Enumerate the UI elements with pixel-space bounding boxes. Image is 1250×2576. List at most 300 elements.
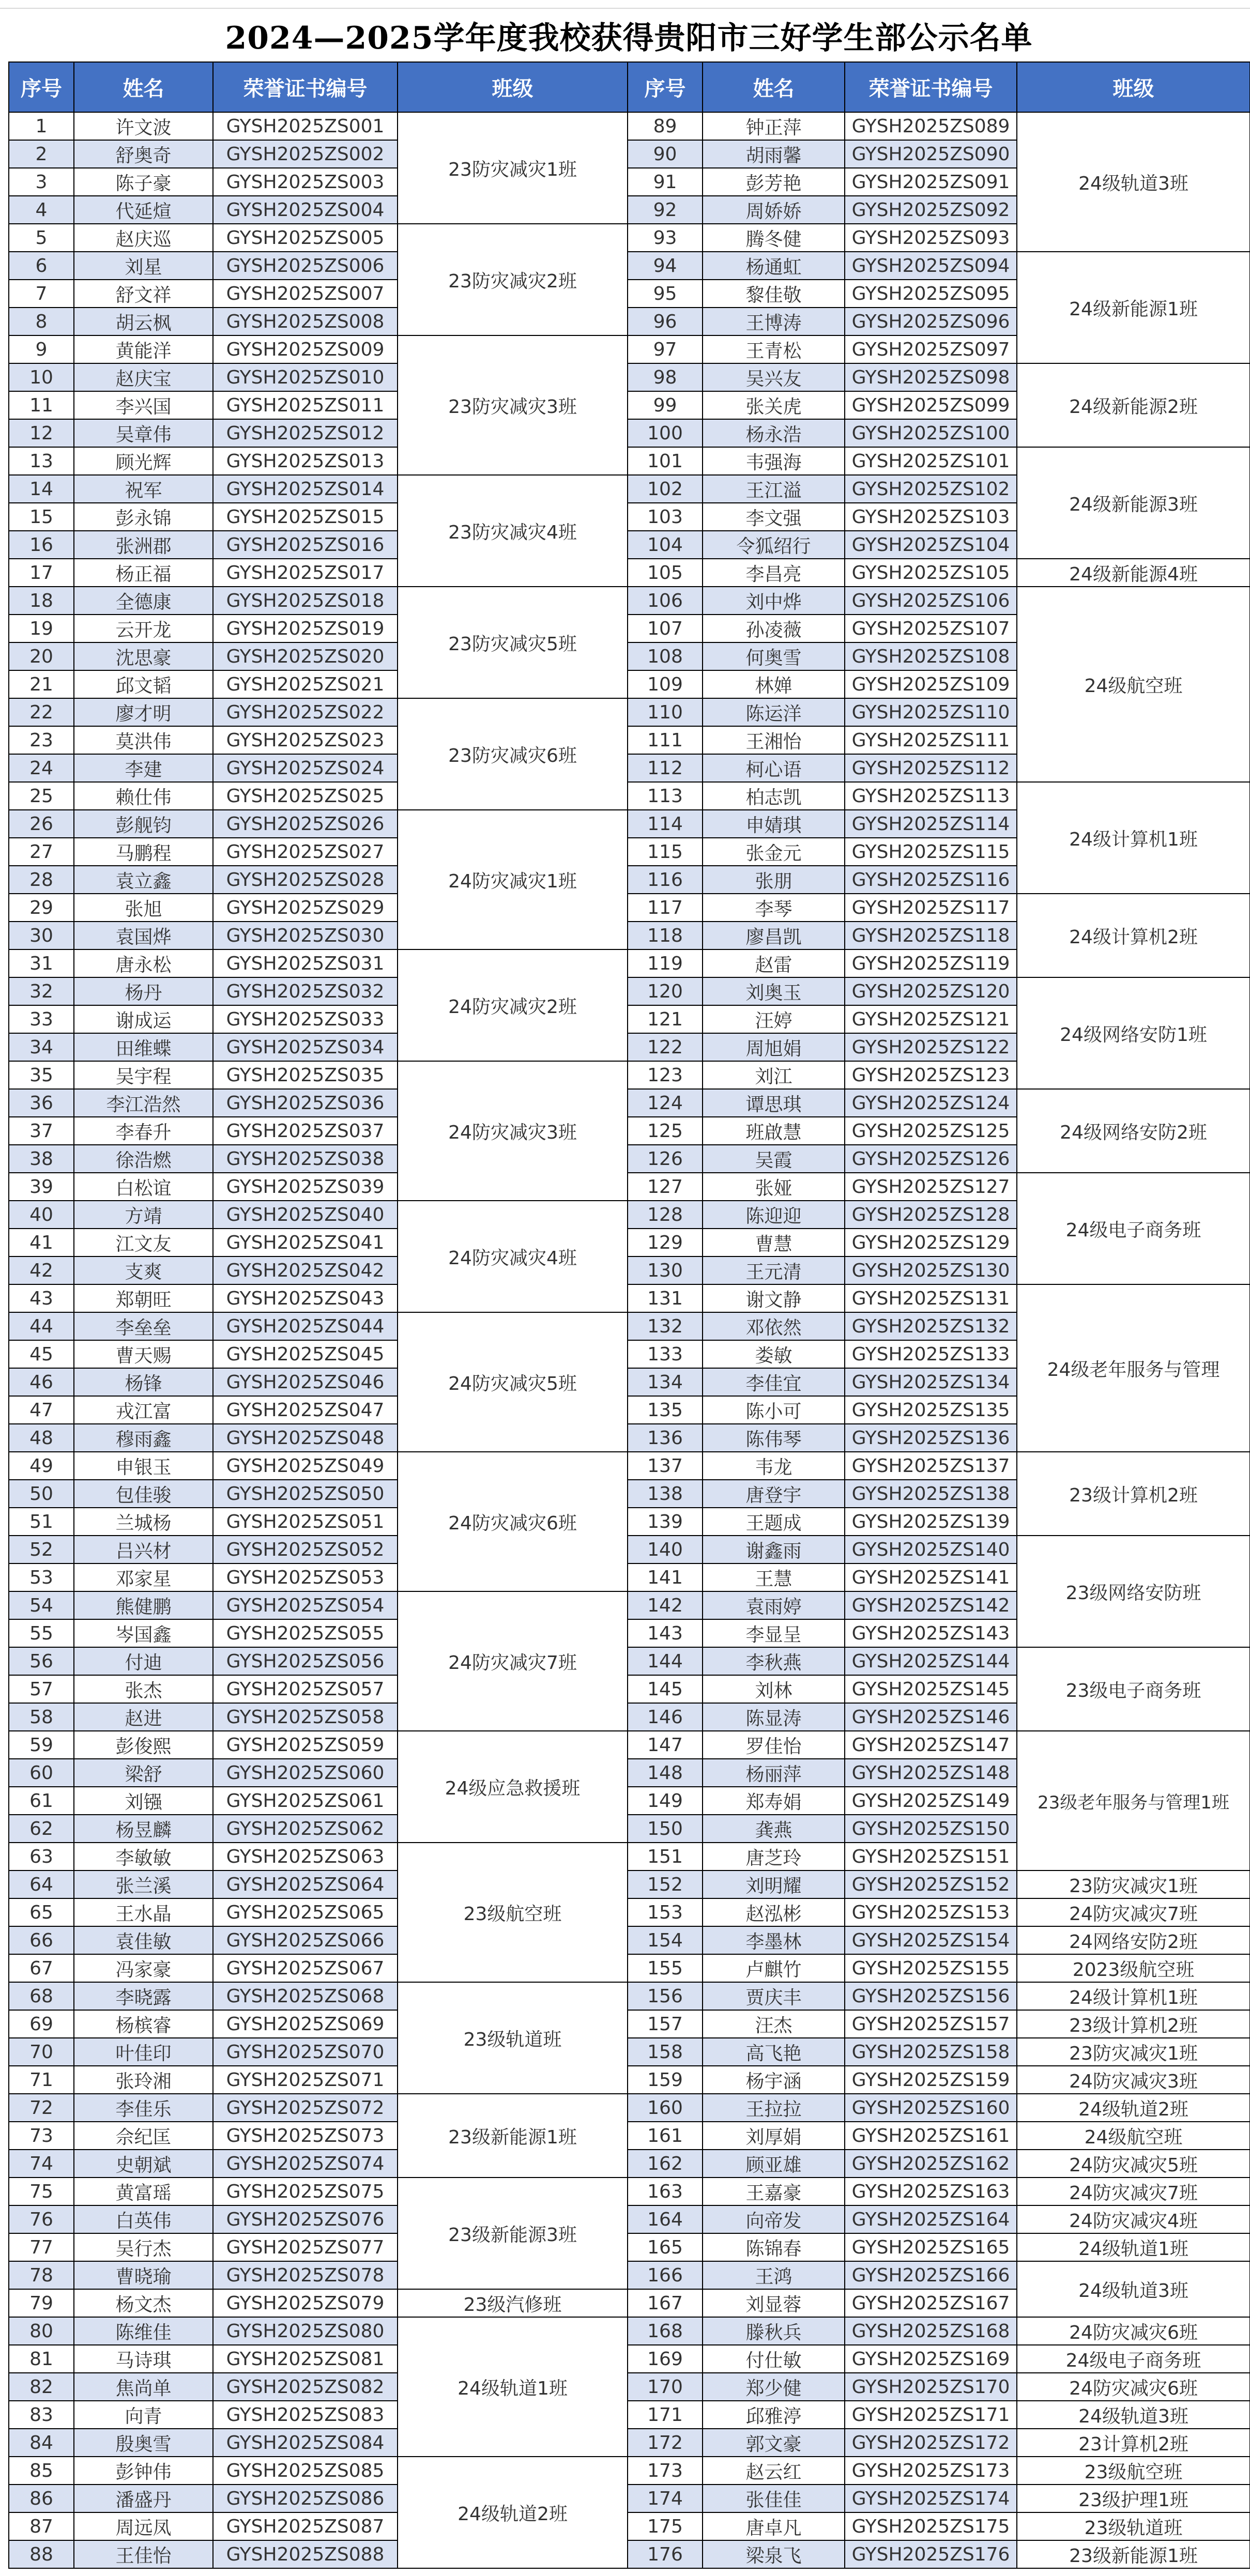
name-cell: 张佳佳 bbox=[703, 2485, 845, 2512]
seq-cell: 121 bbox=[628, 1005, 703, 1033]
cert-cell: GYSH2025ZS060 bbox=[213, 1759, 398, 1787]
name-cell: 莫洪伟 bbox=[74, 726, 213, 754]
name-cell: 刘厚娟 bbox=[703, 2122, 845, 2150]
table-row bbox=[9, 2457, 1250, 2485]
name-cell: 吴宇程 bbox=[74, 1061, 213, 1089]
seq-cell: 169 bbox=[628, 2345, 703, 2373]
name-cell: 汪杰 bbox=[703, 2010, 845, 2038]
seq-cell: 40 bbox=[9, 1201, 74, 1229]
seq-cell: 156 bbox=[628, 1982, 703, 2010]
table-row bbox=[9, 782, 1250, 810]
cert-cell: GYSH2025ZS023 bbox=[213, 726, 398, 754]
seq-cell: 115 bbox=[628, 838, 703, 866]
table-row bbox=[9, 363, 1250, 391]
seq-cell: 117 bbox=[628, 894, 703, 922]
cert-cell: GYSH2025ZS052 bbox=[213, 1536, 398, 1563]
name-cell: 方靖 bbox=[74, 1201, 213, 1229]
table-row bbox=[9, 1536, 1250, 1563]
name-cell: 唐永松 bbox=[74, 949, 213, 977]
seq-cell: 118 bbox=[628, 922, 703, 949]
cert-cell: GYSH2025ZS158 bbox=[845, 2038, 1017, 2066]
name-cell: 赵雷 bbox=[703, 949, 845, 977]
name-cell: 顾光辉 bbox=[74, 447, 213, 475]
name-cell: 李佳宜 bbox=[703, 1368, 845, 1396]
class-cell: 24级电子商务班 bbox=[1017, 1173, 1250, 1284]
name-cell: 殷奥雪 bbox=[74, 2429, 213, 2457]
cert-cell: GYSH2025ZS152 bbox=[845, 1870, 1017, 1898]
seq-cell: 168 bbox=[628, 2317, 703, 2345]
class-cell: 24级应急救援班 bbox=[398, 1731, 628, 1843]
table-row bbox=[9, 1284, 1250, 1312]
seq-cell: 136 bbox=[628, 1424, 703, 1452]
name-cell: 王题成 bbox=[703, 1508, 845, 1536]
cert-cell: GYSH2025ZS151 bbox=[845, 1843, 1017, 1870]
class-cell: 24防灾减灾1班 bbox=[398, 810, 628, 949]
name-cell: 张朋 bbox=[703, 866, 845, 894]
table-row bbox=[9, 1954, 1250, 1982]
name-cell: 赵庆巡 bbox=[74, 224, 213, 252]
class-cell: 24防灾减灾7班 bbox=[398, 1591, 628, 1731]
cert-cell: GYSH2025ZS091 bbox=[845, 168, 1017, 196]
seq-cell: 119 bbox=[628, 949, 703, 977]
class-cell: 23防灾减灾1班 bbox=[1017, 1870, 1250, 1898]
cert-cell: GYSH2025ZS088 bbox=[213, 2540, 398, 2568]
header-name: 姓名 bbox=[74, 62, 213, 112]
cert-cell: GYSH2025ZS024 bbox=[213, 754, 398, 782]
name-cell: 汪婷 bbox=[703, 1005, 845, 1033]
seq-cell: 109 bbox=[628, 670, 703, 698]
cert-cell: GYSH2025ZS120 bbox=[845, 977, 1017, 1005]
class-cell: 24级航空班 bbox=[1017, 2122, 1250, 2150]
name-cell: 李建 bbox=[74, 754, 213, 782]
seq-cell: 13 bbox=[9, 447, 74, 475]
cert-cell: GYSH2025ZS092 bbox=[845, 196, 1017, 224]
cert-cell: GYSH2025ZS106 bbox=[845, 587, 1017, 615]
seq-cell: 111 bbox=[628, 726, 703, 754]
seq-cell: 104 bbox=[628, 531, 703, 559]
cert-cell: GYSH2025ZS068 bbox=[213, 1982, 398, 2010]
seq-cell: 108 bbox=[628, 642, 703, 670]
seq-cell: 71 bbox=[9, 2066, 74, 2094]
table-row bbox=[9, 2066, 1250, 2094]
cert-cell: GYSH2025ZS058 bbox=[213, 1703, 398, 1731]
seq-cell: 114 bbox=[628, 810, 703, 838]
cert-cell: GYSH2025ZS123 bbox=[845, 1061, 1017, 1089]
seq-cell: 63 bbox=[9, 1843, 74, 1870]
seq-cell: 89 bbox=[628, 112, 703, 140]
seq-cell: 155 bbox=[628, 1954, 703, 1982]
cert-cell: GYSH2025ZS111 bbox=[845, 726, 1017, 754]
cert-cell: GYSH2025ZS176 bbox=[845, 2540, 1017, 2568]
seq-cell: 85 bbox=[9, 2457, 74, 2485]
seq-cell: 80 bbox=[9, 2317, 74, 2345]
class-cell: 24级计算机1班 bbox=[1017, 1982, 1250, 2010]
name-cell: 滕秋兵 bbox=[703, 2317, 845, 2345]
name-cell: 兰城杨 bbox=[74, 1508, 213, 1536]
cert-cell: GYSH2025ZS164 bbox=[845, 2205, 1017, 2233]
cert-cell: GYSH2025ZS133 bbox=[845, 1340, 1017, 1368]
name-cell: 彭永锦 bbox=[74, 503, 213, 531]
cert-cell: GYSH2025ZS074 bbox=[213, 2150, 398, 2178]
table-row bbox=[9, 2094, 1250, 2122]
seq-cell: 116 bbox=[628, 866, 703, 894]
seq-cell: 99 bbox=[628, 391, 703, 419]
name-cell: 刘林 bbox=[703, 1675, 845, 1703]
cert-cell: GYSH2025ZS102 bbox=[845, 475, 1017, 503]
cert-cell: GYSH2025ZS095 bbox=[845, 280, 1017, 308]
cert-cell: GYSH2025ZS069 bbox=[213, 2010, 398, 2038]
seq-cell: 78 bbox=[9, 2261, 74, 2289]
seq-cell: 175 bbox=[628, 2512, 703, 2540]
seq-cell: 48 bbox=[9, 1424, 74, 1452]
seq-cell: 171 bbox=[628, 2401, 703, 2429]
seq-cell: 103 bbox=[628, 503, 703, 531]
seq-cell: 16 bbox=[9, 531, 74, 559]
seq-cell: 140 bbox=[628, 1536, 703, 1563]
seq-cell: 65 bbox=[9, 1898, 74, 1926]
cert-cell: GYSH2025ZS142 bbox=[845, 1591, 1017, 1619]
cert-cell: GYSH2025ZS174 bbox=[845, 2485, 1017, 2512]
cert-cell: GYSH2025ZS054 bbox=[213, 1591, 398, 1619]
seq-cell: 144 bbox=[628, 1647, 703, 1675]
name-cell: 郑朝旺 bbox=[74, 1284, 213, 1312]
seq-cell: 165 bbox=[628, 2233, 703, 2261]
cert-cell: GYSH2025ZS128 bbox=[845, 1201, 1017, 1229]
cert-cell: GYSH2025ZS008 bbox=[213, 308, 398, 335]
table-row bbox=[9, 587, 1250, 615]
cert-cell: GYSH2025ZS001 bbox=[213, 112, 398, 140]
name-cell: 陈迎迎 bbox=[703, 1201, 845, 1229]
name-cell: 唐卓凡 bbox=[703, 2512, 845, 2540]
name-cell: 杨宇涵 bbox=[703, 2066, 845, 2094]
cert-cell: GYSH2025ZS159 bbox=[845, 2066, 1017, 2094]
name-cell: 彭钟伟 bbox=[74, 2457, 213, 2485]
name-cell: 娄敏 bbox=[703, 1340, 845, 1368]
cert-cell: GYSH2025ZS067 bbox=[213, 1954, 398, 1982]
cert-cell: GYSH2025ZS155 bbox=[845, 1954, 1017, 1982]
name-cell: 王佳怡 bbox=[74, 2540, 213, 2568]
seq-cell: 142 bbox=[628, 1591, 703, 1619]
cert-cell: GYSH2025ZS038 bbox=[213, 1145, 398, 1173]
cert-cell: GYSH2025ZS020 bbox=[213, 642, 398, 670]
name-cell: 舒奥奇 bbox=[74, 140, 213, 168]
cert-cell: GYSH2025ZS071 bbox=[213, 2066, 398, 2094]
seq-cell: 160 bbox=[628, 2094, 703, 2122]
name-cell: 潘盛丹 bbox=[74, 2485, 213, 2512]
name-cell: 包佳骏 bbox=[74, 1480, 213, 1508]
cert-cell: GYSH2025ZS103 bbox=[845, 503, 1017, 531]
cert-cell: GYSH2025ZS116 bbox=[845, 866, 1017, 894]
name-cell: 张玲湘 bbox=[74, 2066, 213, 2094]
class-cell: 24级轨道1班 bbox=[398, 2317, 628, 2457]
cert-cell: GYSH2025ZS079 bbox=[213, 2289, 398, 2317]
cert-cell: GYSH2025ZS002 bbox=[213, 140, 398, 168]
cert-cell: GYSH2025ZS042 bbox=[213, 1256, 398, 1284]
cert-cell: GYSH2025ZS138 bbox=[845, 1480, 1017, 1508]
name-cell: 付迪 bbox=[74, 1647, 213, 1675]
table-row bbox=[9, 977, 1250, 1005]
seq-cell: 105 bbox=[628, 559, 703, 587]
class-cell: 23级轨道班 bbox=[1017, 2512, 1250, 2540]
name-cell: 袁国烨 bbox=[74, 922, 213, 949]
name-cell: 马鹏程 bbox=[74, 838, 213, 866]
header-cert: 荣誉证书编号 bbox=[845, 62, 1017, 112]
class-cell: 24防灾减灾6班 bbox=[398, 1452, 628, 1591]
seq-cell: 129 bbox=[628, 1229, 703, 1256]
class-cell: 23级电子商务班 bbox=[1017, 1647, 1250, 1731]
seq-cell: 73 bbox=[9, 2122, 74, 2150]
seq-cell: 139 bbox=[628, 1508, 703, 1536]
class-cell: 24级轨道3班 bbox=[1017, 2401, 1250, 2429]
table-row bbox=[9, 559, 1250, 587]
name-cell: 梁泉飞 bbox=[703, 2540, 845, 2568]
name-cell: 刘奥玉 bbox=[703, 977, 845, 1005]
cert-cell: GYSH2025ZS005 bbox=[213, 224, 398, 252]
cert-cell: GYSH2025ZS127 bbox=[845, 1173, 1017, 1201]
table-row bbox=[9, 1870, 1250, 1898]
name-cell: 张关虎 bbox=[703, 391, 845, 419]
seq-cell: 159 bbox=[628, 2066, 703, 2094]
seq-cell: 9 bbox=[9, 335, 74, 363]
cert-cell: GYSH2025ZS046 bbox=[213, 1368, 398, 1396]
cert-cell: GYSH2025ZS016 bbox=[213, 531, 398, 559]
seq-cell: 86 bbox=[9, 2485, 74, 2512]
class-cell: 24防灾减灾5班 bbox=[398, 1312, 628, 1452]
seq-cell: 18 bbox=[9, 587, 74, 615]
seq-cell: 64 bbox=[9, 1870, 74, 1898]
name-cell: 陈显涛 bbox=[703, 1703, 845, 1731]
class-cell: 2023级航空班 bbox=[1017, 1954, 1250, 1982]
cert-cell: GYSH2025ZS119 bbox=[845, 949, 1017, 977]
name-cell: 焦尚单 bbox=[74, 2373, 213, 2401]
class-cell: 23级老年服务与管理1班 bbox=[1017, 1731, 1250, 1870]
cert-cell: GYSH2025ZS045 bbox=[213, 1340, 398, 1368]
name-cell: 刘星 bbox=[74, 252, 213, 280]
seq-cell: 32 bbox=[9, 977, 74, 1005]
table-row bbox=[9, 1926, 1250, 1954]
cert-cell: GYSH2025ZS136 bbox=[845, 1424, 1017, 1452]
name-cell: 王博涛 bbox=[703, 308, 845, 335]
cert-cell: GYSH2025ZS029 bbox=[213, 894, 398, 922]
class-cell: 24级轨道2班 bbox=[1017, 2094, 1250, 2122]
cert-cell: GYSH2025ZS066 bbox=[213, 1926, 398, 1954]
seq-cell: 2 bbox=[9, 140, 74, 168]
seq-cell: 43 bbox=[9, 1284, 74, 1312]
cert-cell: GYSH2025ZS047 bbox=[213, 1396, 398, 1424]
seq-cell: 173 bbox=[628, 2457, 703, 2485]
class-cell: 24防灾减灾2班 bbox=[398, 949, 628, 1061]
seq-cell: 5 bbox=[9, 224, 74, 252]
seq-cell: 30 bbox=[9, 922, 74, 949]
seq-cell: 150 bbox=[628, 1815, 703, 1843]
seq-cell: 49 bbox=[9, 1452, 74, 1480]
seq-cell: 134 bbox=[628, 1368, 703, 1396]
cert-cell: GYSH2025ZS009 bbox=[213, 335, 398, 363]
seq-cell: 54 bbox=[9, 1591, 74, 1619]
cert-cell: GYSH2025ZS021 bbox=[213, 670, 398, 698]
seq-cell: 141 bbox=[628, 1563, 703, 1591]
cert-cell: GYSH2025ZS173 bbox=[845, 2457, 1017, 2485]
cert-cell: GYSH2025ZS090 bbox=[845, 140, 1017, 168]
seq-cell: 42 bbox=[9, 1256, 74, 1284]
cert-cell: GYSH2025ZS031 bbox=[213, 949, 398, 977]
cert-cell: GYSH2025ZS037 bbox=[213, 1117, 398, 1145]
class-cell: 24防灾减灾5班 bbox=[1017, 2150, 1250, 2178]
cert-cell: GYSH2025ZS003 bbox=[213, 168, 398, 196]
seq-cell: 76 bbox=[9, 2205, 74, 2233]
class-cell: 24防灾减灾4班 bbox=[398, 1201, 628, 1312]
seq-cell: 3 bbox=[9, 168, 74, 196]
table-row bbox=[9, 2233, 1250, 2261]
name-cell: 周旭娟 bbox=[703, 1033, 845, 1061]
class-cell: 24级计算机1班 bbox=[1017, 782, 1250, 894]
seq-cell: 164 bbox=[628, 2205, 703, 2233]
seq-cell: 130 bbox=[628, 1256, 703, 1284]
name-cell: 谭思琪 bbox=[703, 1089, 845, 1117]
name-cell: 唐芝玲 bbox=[703, 1843, 845, 1870]
seq-cell: 51 bbox=[9, 1508, 74, 1536]
name-cell: 赵进 bbox=[74, 1703, 213, 1731]
name-cell: 罗佳怡 bbox=[703, 1731, 845, 1759]
name-cell: 郑寿娟 bbox=[703, 1787, 845, 1815]
class-cell: 24级计算机2班 bbox=[1017, 894, 1250, 977]
name-cell: 赵泓彬 bbox=[703, 1898, 845, 1926]
seq-cell: 135 bbox=[628, 1396, 703, 1424]
name-cell: 赵云红 bbox=[703, 2457, 845, 2485]
table-row bbox=[9, 2401, 1250, 2429]
cert-cell: GYSH2025ZS153 bbox=[845, 1898, 1017, 1926]
cert-cell: GYSH2025ZS061 bbox=[213, 1787, 398, 1815]
cert-cell: GYSH2025ZS096 bbox=[845, 308, 1017, 335]
seq-cell: 149 bbox=[628, 1787, 703, 1815]
name-cell: 黎佳敬 bbox=[703, 280, 845, 308]
cert-cell: GYSH2025ZS007 bbox=[213, 280, 398, 308]
name-cell: 班啟慧 bbox=[703, 1117, 845, 1145]
seq-cell: 11 bbox=[9, 391, 74, 419]
table-row bbox=[9, 2485, 1250, 2512]
cert-cell: GYSH2025ZS130 bbox=[845, 1256, 1017, 1284]
name-cell: 谢鑫雨 bbox=[703, 1536, 845, 1563]
class-cell: 24级轨道3班 bbox=[1017, 2261, 1250, 2317]
seq-cell: 10 bbox=[9, 363, 74, 391]
name-cell: 王鸿 bbox=[703, 2261, 845, 2289]
seq-cell: 35 bbox=[9, 1061, 74, 1089]
cert-cell: GYSH2025ZS169 bbox=[845, 2345, 1017, 2373]
name-cell: 陈子豪 bbox=[74, 168, 213, 196]
cert-cell: GYSH2025ZS059 bbox=[213, 1731, 398, 1759]
seq-cell: 6 bbox=[9, 252, 74, 280]
header-row bbox=[9, 62, 1250, 112]
cert-cell: GYSH2025ZS041 bbox=[213, 1229, 398, 1256]
cert-cell: GYSH2025ZS114 bbox=[845, 810, 1017, 838]
cert-cell: GYSH2025ZS131 bbox=[845, 1284, 1017, 1312]
cert-cell: GYSH2025ZS012 bbox=[213, 419, 398, 447]
name-cell: 刘镪 bbox=[74, 1787, 213, 1815]
cert-cell: GYSH2025ZS110 bbox=[845, 698, 1017, 726]
name-cell: 沈思豪 bbox=[74, 642, 213, 670]
name-cell: 龚燕 bbox=[703, 1815, 845, 1843]
seq-cell: 23 bbox=[9, 726, 74, 754]
cert-cell: GYSH2025ZS077 bbox=[213, 2233, 398, 2261]
seq-cell: 58 bbox=[9, 1703, 74, 1731]
cert-cell: GYSH2025ZS167 bbox=[845, 2289, 1017, 2317]
cert-cell: GYSH2025ZS105 bbox=[845, 559, 1017, 587]
table-row bbox=[9, 1452, 1250, 1480]
seq-cell: 75 bbox=[9, 2178, 74, 2205]
name-cell: 刘江 bbox=[703, 1061, 845, 1089]
cert-cell: GYSH2025ZS170 bbox=[845, 2373, 1017, 2401]
seq-cell: 122 bbox=[628, 1033, 703, 1061]
name-cell: 谢文静 bbox=[703, 1284, 845, 1312]
seq-cell: 72 bbox=[9, 2094, 74, 2122]
name-cell: 袁雨婷 bbox=[703, 1591, 845, 1619]
class-cell: 24防灾减灾7班 bbox=[1017, 1898, 1250, 1926]
class-cell: 24级网络安防1班 bbox=[1017, 977, 1250, 1089]
cert-cell: GYSH2025ZS026 bbox=[213, 810, 398, 838]
cert-cell: GYSH2025ZS014 bbox=[213, 475, 398, 503]
seq-cell: 120 bbox=[628, 977, 703, 1005]
cert-cell: GYSH2025ZS156 bbox=[845, 1982, 1017, 2010]
cert-cell: GYSH2025ZS166 bbox=[845, 2261, 1017, 2289]
class-cell: 23级轨道班 bbox=[398, 1982, 628, 2094]
name-cell: 王湘怡 bbox=[703, 726, 845, 754]
seq-cell: 74 bbox=[9, 2150, 74, 2178]
class-cell: 24级新能源4班 bbox=[1017, 559, 1250, 587]
class-cell: 24防灾减灾6班 bbox=[1017, 2317, 1250, 2345]
name-cell: 马诗琪 bbox=[74, 2345, 213, 2373]
cert-cell: GYSH2025ZS076 bbox=[213, 2205, 398, 2233]
cert-cell: GYSH2025ZS043 bbox=[213, 1284, 398, 1312]
cert-cell: GYSH2025ZS126 bbox=[845, 1145, 1017, 1173]
name-cell: 韦强海 bbox=[703, 447, 845, 475]
cert-cell: GYSH2025ZS144 bbox=[845, 1647, 1017, 1675]
cert-cell: GYSH2025ZS141 bbox=[845, 1563, 1017, 1591]
name-cell: 叶佳印 bbox=[74, 2038, 213, 2066]
class-cell: 23计算机2班 bbox=[1017, 2429, 1250, 2457]
table-row bbox=[9, 1731, 1250, 1759]
name-cell: 李垒垒 bbox=[74, 1312, 213, 1340]
name-cell: 李晓露 bbox=[74, 1982, 213, 2010]
seq-cell: 25 bbox=[9, 782, 74, 810]
seq-cell: 101 bbox=[628, 447, 703, 475]
cert-cell: GYSH2025ZS097 bbox=[845, 335, 1017, 363]
cert-cell: GYSH2025ZS062 bbox=[213, 1815, 398, 1843]
name-cell: 廖才明 bbox=[74, 698, 213, 726]
table-row bbox=[9, 112, 1250, 140]
cert-cell: GYSH2025ZS160 bbox=[845, 2094, 1017, 2122]
table-row bbox=[9, 2373, 1250, 2401]
cert-cell: GYSH2025ZS129 bbox=[845, 1229, 1017, 1256]
seq-cell: 46 bbox=[9, 1368, 74, 1396]
seq-cell: 55 bbox=[9, 1619, 74, 1647]
cert-cell: GYSH2025ZS085 bbox=[213, 2457, 398, 2485]
seq-cell: 138 bbox=[628, 1480, 703, 1508]
class-cell: 23级护理1班 bbox=[1017, 2485, 1250, 2512]
seq-cell: 93 bbox=[628, 224, 703, 252]
name-cell: 刘中烨 bbox=[703, 587, 845, 615]
cert-cell: GYSH2025ZS082 bbox=[213, 2373, 398, 2401]
seq-cell: 98 bbox=[628, 363, 703, 391]
name-cell: 杨丽萍 bbox=[703, 1759, 845, 1787]
name-cell: 谢成运 bbox=[74, 1005, 213, 1033]
name-cell: 代延煊 bbox=[74, 196, 213, 224]
class-cell: 24防灾减灾3班 bbox=[1017, 2066, 1250, 2094]
cert-cell: GYSH2025ZS093 bbox=[845, 224, 1017, 252]
name-cell: 刘显蓉 bbox=[703, 2289, 845, 2317]
table-row bbox=[9, 2345, 1250, 2373]
name-cell: 李江浩然 bbox=[74, 1089, 213, 1117]
name-cell: 邱文韬 bbox=[74, 670, 213, 698]
